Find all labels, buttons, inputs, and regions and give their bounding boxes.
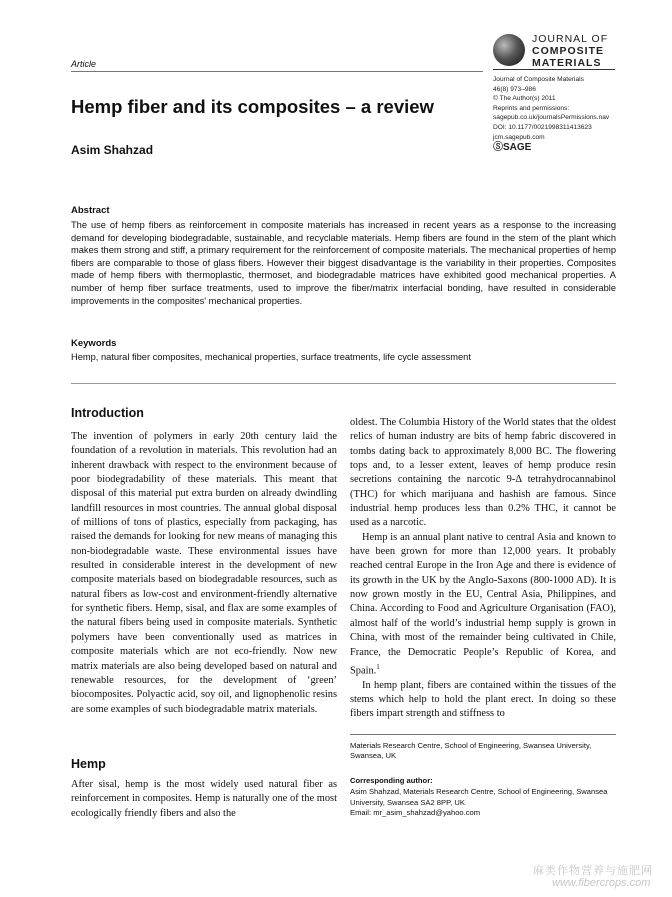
footnote-divider (350, 734, 616, 735)
introduction-paragraph: The invention of polymers in early 20th century laid the foundation of a revolution in materials. This revolution had an inherent drawback with respect to the environment because of poor biodegradability of these materials. This meant that disposal of this material put extra burden on already dwindling landfill resources in most countries. The annual global disposal of millions of tons of plastics, especially from packaging, has raised the demands for looking for new means of managing this non-biodegradable waste. These environmental issues have resulted in considerable interest in the development of new composite materials based on biodegradable resources, such as natural fibers as low-cost and environment-friendly alternative for synthetic fibers. Hemp, sisal, and flax are some examples of the natural fibers being used in composite materials. Synthetic polymers have been conventionally used as matrices in composite materials which are not eco-friendly. Now new matrix materials are also being developed based on natural and renewable resources, for the development of ‘green’ biocomposites. Polyactic acid, soy oil, and lignophenolic resins are some examples of such biodegradable matrix materials. (71, 431, 337, 715)
publisher-name: SAGE (503, 142, 532, 154)
affiliation-text: Materials Research Centre, School of Engineering, Swansea University, Swansea, UK (350, 741, 592, 761)
logo-line-1: JOURNAL OF (532, 33, 609, 45)
reprints-line: Reprints and permissions: (493, 104, 570, 112)
right-paragraph-3: In hemp plant, fibers are contained within the tissues of the stems which help to hold the plant erect. In doing so these fibers impart strength and stiffness to (350, 679, 616, 720)
corresponding-author-heading: Corresponding author: (350, 776, 433, 785)
logo-line-3: MATERIALS (532, 57, 602, 69)
introduction-heading: Introduction (71, 406, 144, 420)
keywords-text: Hemp, natural fiber composites, mechanical properties, surface treatments, life cycle assessment (71, 352, 471, 362)
header-divider (71, 71, 483, 72)
journal-site[interactable]: jcm.sagepub.com (493, 133, 545, 141)
logo-line-2: COMPOSITE (532, 45, 605, 57)
right-paragraph-2 (350, 531, 616, 679)
right-column (350, 416, 616, 722)
sage-symbol-icon: Ⓢ (493, 142, 503, 154)
hemp-heading: Hemp (71, 757, 106, 771)
author-name: Asim Shahzad (71, 143, 154, 157)
hemp-text (71, 778, 337, 821)
corresponding-email[interactable]: Email: mr_asim_shahzad@yahoo.com (350, 808, 481, 818)
abstract-text: The use of hemp fibers as reinforcement in composite materials has increased in recent years as a response to the increasing demand for developing biodegradable, sustainable, and recyclable materials. Hemp fibers are found in the stem of the plant which makes them strong and stiff, a primary requirement for the reinforcement of composite materials. The mechanical properties of hemp fibers are comparable to those of glass fibers. However their biggest disadvantage is the variability in their properties. Composites made of hemp fibers with thermoplastic, thermoset, and biodegradable matrices have exhibited good mechanical properties. A number of hemp fiber surface treatments, used to improve the fiber/matrix interfacial bonding, have resulted in considerable improvements in the composites' mechanical properties. (71, 220, 616, 306)
article-type-label: Article (71, 59, 97, 69)
doi-line[interactable]: DOI: 10.1177/0021998311413623 (493, 123, 592, 131)
introduction-text (71, 430, 337, 717)
reprints-url[interactable]: sagepub.co.uk/journalsPermissions.nav (493, 114, 610, 122)
journal-name: Journal of Composite Materials (493, 76, 584, 83)
watermark-chinese: 麻类作物营养与施肥网 (533, 865, 653, 877)
logo-divider (493, 69, 615, 70)
journal-info (493, 75, 623, 153)
publisher-logo (493, 143, 623, 153)
reference-1[interactable]: 1 (376, 662, 380, 671)
right-paragraph-1: oldest. The Columbia History of the World states that the oldest relics of human industry are bits of hemp fabric discovered in tombs dating back to approximately 8,000 BC. The flowering tops and, to a lesser extent, leaves of hemp produce resin secretions containing the narcotic 9-Δ tetrahydrocannabinol (THC) for which marijuana and hashish are famous. Since industrial hemp produces less than 0.2% THC, it cannot be used as a narcotic. (350, 417, 616, 529)
corresponding-author-details (350, 787, 616, 819)
copyright-line: © The Author(s) 2011 (493, 95, 556, 103)
abstract-heading: Abstract (71, 205, 110, 216)
watermark-url: www.fibercrops.com (552, 877, 651, 889)
keywords-heading: Keywords (71, 338, 117, 349)
corresponding-address: Asim Shahzad, Materials Research Centre, School of Engineering, Swansea University, Swansea SA2 8PP, UK (350, 787, 608, 807)
hemp-paragraph: After sisal, hemp is the most widely used natural fiber as reinforcement in composites. Hemp is naturally one of the most ecologically friendly fibers and also the (71, 779, 337, 819)
keywords-divider (71, 383, 616, 384)
right-paragraph-2-text: Hemp is an annual plant native to central Asia and known to have been grown for more than 12,000 years. It probably reached central Europe in the Iron Age and there is evidence of its growth in the UK by the Anglo-Saxons (800-1000 AD). It is now grown mostly in the EU, Central Asia, Philippines, and China. According to Food and Agriculture Organisation (FAO), almost half of the world’s industrial hemp supply is grown in China, with most of the remainder being cultivated in Chile, France, the Democratic People’s Republic of Korea, and Spain. (350, 531, 616, 677)
article-title: Hemp fiber and its composites – a review (71, 96, 434, 117)
journal-logo-icon (493, 34, 525, 66)
journal-volume: 46(8) 973–986 (493, 85, 536, 93)
